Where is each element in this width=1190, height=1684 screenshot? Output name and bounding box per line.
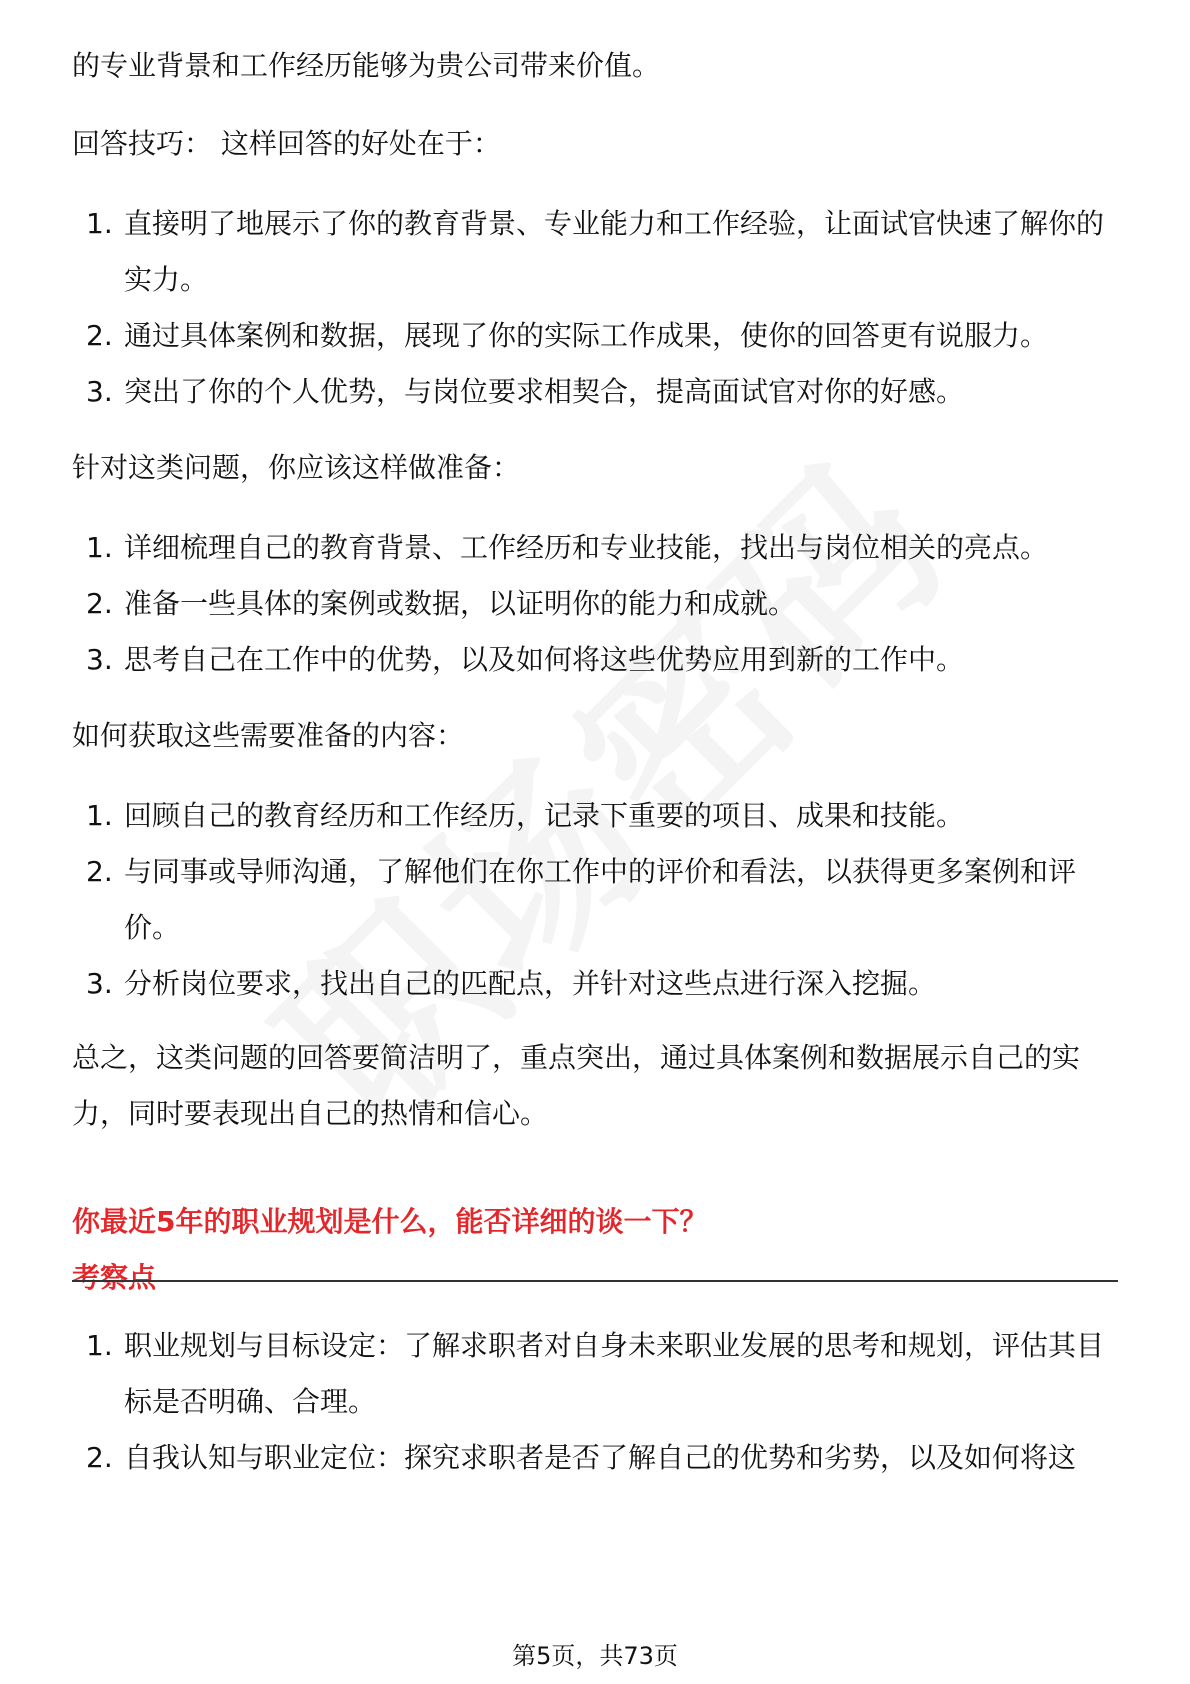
question-title: 你最近5年的职业规划是什么，能否详细的谈一下？ (72, 1205, 708, 1238)
list-item: 1. 详细梳理自己的教育背景、工作经历和专业技能，找出与岗位相关的亮点。 (86, 531, 1049, 564)
list-item: 3. 突出了你的个人优势，与岗位要求相契合，提高面试官对你的好感。 (86, 375, 965, 408)
tips-heading: 回答技巧： 这样回答的好处在于： (72, 127, 501, 160)
list-item: 2. 与同事或导师沟通，了解他们在你工作中的评价和看法，以获得更多案例和评价。 (86, 855, 1077, 944)
question-subheading: 考察点 (72, 1261, 157, 1294)
list-item: 3. 分析岗位要求，找出自己的匹配点，并针对这些点进行深入挖掘。 (86, 967, 937, 1000)
tips-list (72, 196, 1118, 420)
list-item: 3. 思考自己在工作中的优势，以及如何将这些优势应用到新的工作中。 (86, 643, 965, 676)
question-list (72, 1318, 1118, 1486)
prep-heading: 针对这类问题，你应该这样做准备： (72, 451, 521, 484)
obtain-heading: 如何获取这些需要准备的内容： (72, 719, 465, 752)
prep-list (72, 520, 1118, 688)
list-item: 1. 直接明了地展示了你的教育背景、专业能力和工作经验，让面试官快速了解你的实力。 (86, 207, 1105, 296)
obtain-list (72, 788, 1118, 1012)
summary-paragraph: 总之，这类问题的回答要简洁明了，重点突出，通过具体案例和数据展示自己的实力，同时要表现出自己的热情和信心。 (72, 1041, 1081, 1130)
list-item: 1. 职业规划与目标设定：了解求职者对自身未来职业发展的思考和规划，评估其目标是否明确、合理。 (86, 1329, 1105, 1418)
list-item: 2. 准备一些具体的案例或数据，以证明你的能力和成就。 (86, 587, 797, 620)
page-number-footer: 第5页，共73页 (512, 1642, 678, 1670)
intro-tail: 的专业背景和工作经历能够为贵公司带来价值。 (72, 49, 661, 82)
list-item: 2. 自我认知与职业定位：探究求职者是否了解自己的优势和劣势，以及如何将这 (86, 1441, 1077, 1474)
list-item: 1. 回顾自己的教育经历和工作经历，记录下重要的项目、成果和技能。 (86, 799, 965, 832)
section-divider (72, 1280, 1118, 1282)
list-item: 2. 通过具体案例和数据，展现了你的实际工作成果，使你的回答更有说服力。 (86, 319, 1049, 352)
